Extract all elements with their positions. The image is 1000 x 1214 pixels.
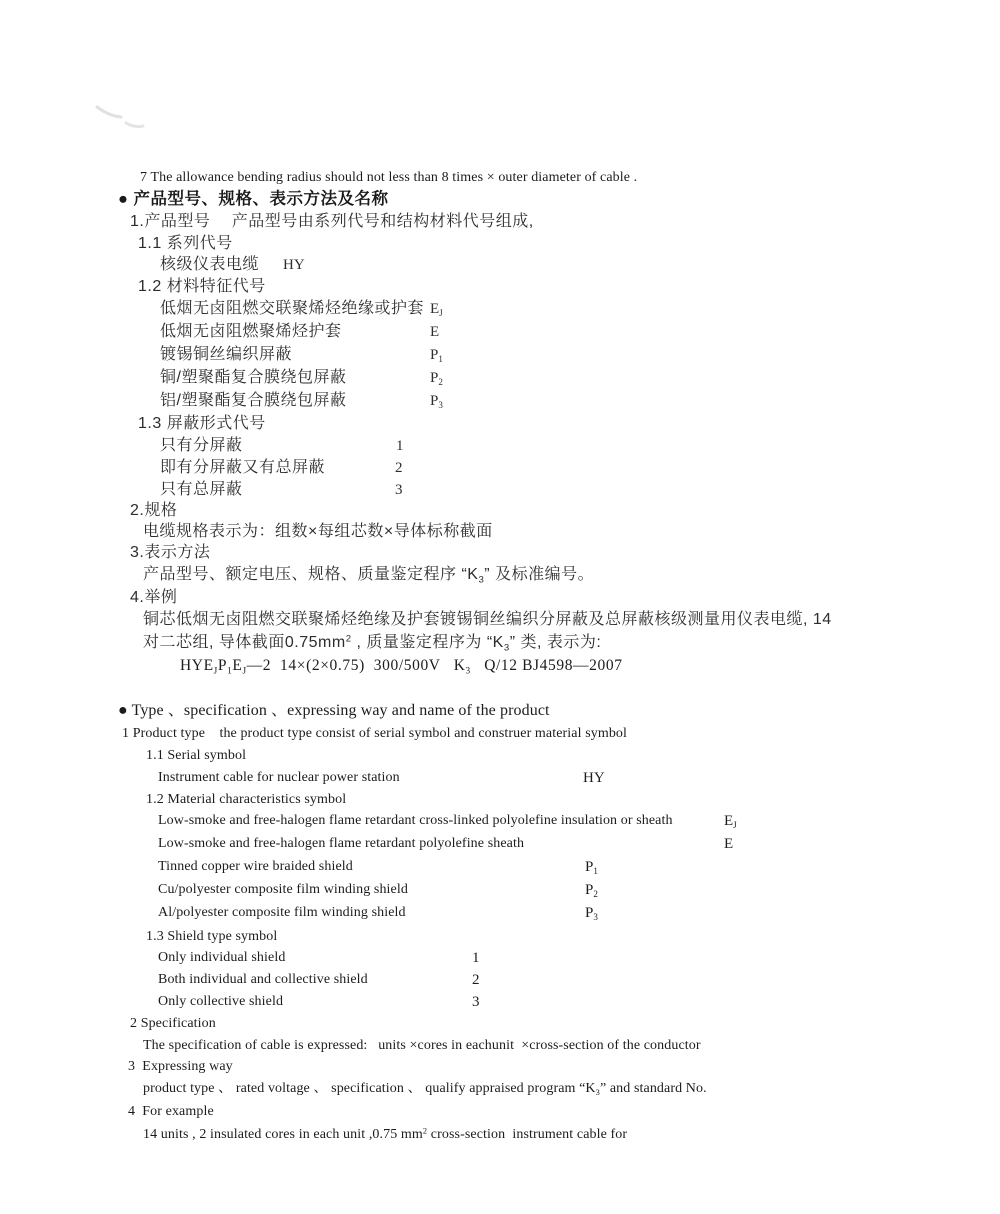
doc-line: [158, 857, 598, 877]
doc-line: [160, 368, 443, 388]
text-run: 铝/塑聚酯复合膜绕包屏蔽: [160, 392, 347, 409]
doc-line: [140, 168, 637, 188]
doc-line: [143, 633, 601, 653]
subscript: 3: [478, 574, 485, 586]
text-run: Low-smoke and free-halogen flame retardant cross-linked polyolefine insulation or sheath: [158, 813, 673, 828]
text-run: product type 、 rated voltage 、 specification 、 qualify appraised program “K: [143, 1081, 596, 1096]
doc-line: [130, 501, 177, 521]
doc-line: [143, 1125, 627, 1145]
doc-line: [128, 1057, 233, 1077]
text-run: HY: [583, 770, 605, 786]
text-run: E: [724, 836, 734, 852]
text-run: 1.1 Serial symbol: [146, 748, 247, 763]
doc-code: [430, 322, 439, 342]
doc-line: [160, 322, 440, 342]
text-run: P: [430, 370, 439, 386]
text-run: Only individual shield: [158, 950, 286, 965]
doc-code: [585, 857, 598, 877]
doc-line: [143, 522, 493, 542]
text-run: Tinned copper wire braided shield: [158, 859, 353, 874]
doc-line: [146, 927, 277, 947]
text-run: P: [585, 859, 594, 875]
text-run: 电缆规格表示为：组数×每组芯数×导体标称截面: [143, 523, 493, 540]
doc-code: [585, 880, 598, 900]
text-run: 3: [472, 994, 480, 1010]
text-run: 4.举例: [130, 589, 178, 606]
doc-line: [160, 299, 443, 319]
text-run: E: [430, 301, 440, 317]
doc-code: [430, 391, 443, 411]
bullet-icon: ●: [118, 190, 129, 208]
text-run: 3: [395, 482, 403, 498]
doc-line: [160, 436, 404, 456]
doc-line: [146, 746, 246, 766]
doc-code: [472, 948, 480, 968]
type-example-formula: [180, 656, 623, 676]
text-run: Only collective shield: [158, 994, 284, 1009]
text-run: Instrument cable for nuclear power station: [158, 770, 400, 785]
text-run: 低烟无卤阻燃聚烯烃护套: [160, 323, 342, 340]
doc-line: [122, 724, 627, 744]
doc-line: [158, 880, 598, 900]
doc-line: [143, 610, 832, 630]
subscript: 1: [227, 666, 233, 677]
doc-line: [160, 255, 305, 275]
text-run: 铜芯低烟无卤阻燃交联聚烯烃绝缘及护套镀锡铜丝编织分屏蔽及总屏蔽核级测量用仪表电缆, 14: [143, 611, 832, 628]
text-run: 1.3 Shield type symbol: [146, 929, 278, 944]
text-run: 核级仪表电缆: [160, 256, 260, 273]
doc-code: [430, 299, 443, 319]
doc-code: [283, 255, 305, 275]
text-run: 即有分屏蔽又有总屏蔽: [160, 459, 326, 476]
text-run: 1.2 材料特征代号: [138, 278, 266, 295]
text-run: E: [724, 813, 734, 829]
doc-code: [472, 992, 480, 1012]
text-run: 铜/塑聚酯复合膜绕包屏蔽: [160, 369, 347, 386]
text-run: 7 The allowance bending radius should not less than 8 times × outer diameter of cable .: [140, 170, 638, 185]
subscript: 2: [438, 377, 443, 388]
doc-line: [130, 588, 177, 608]
text-run: 3.表示方法: [130, 544, 211, 561]
doc-line: [138, 234, 233, 254]
text-run: 2: [395, 460, 403, 476]
doc-line: [146, 790, 346, 810]
doc-line: [158, 948, 480, 968]
doc-code: [396, 436, 404, 456]
subscript: J: [213, 666, 218, 677]
text-run: P: [217, 657, 228, 674]
doc-line: [143, 565, 594, 585]
text-run: 14 units , 2 insulated cores in each unit ,0.75 mm: [143, 1127, 423, 1142]
text-run: 2 Specification: [130, 1016, 216, 1031]
doc-line: [128, 1102, 214, 1122]
doc-line: [130, 212, 534, 232]
doc-code: [430, 345, 443, 365]
subscript: 3: [465, 666, 471, 677]
text-run: 1: [472, 950, 480, 966]
subscript: 3: [593, 912, 598, 923]
subscript: J: [242, 666, 247, 677]
subscript: 3: [438, 400, 443, 411]
doc-line: [158, 811, 737, 831]
text-run: —2 14×(2×0.75) 300/500V K: [246, 657, 466, 674]
text-run: P: [585, 905, 594, 921]
bullet-icon: ●: [118, 702, 128, 719]
doc-code: [430, 368, 443, 388]
subscript: 1: [438, 354, 443, 365]
doc-line: [158, 992, 480, 1012]
doc-line: [138, 414, 266, 434]
subscript: 3: [503, 642, 510, 654]
doc-line: [158, 970, 480, 990]
text-run: 1.1 系列代号: [138, 235, 233, 252]
superscript: 2: [345, 633, 352, 645]
text-run: 1: [396, 438, 404, 454]
text-run: Q/12 BJ4598—2007: [470, 657, 623, 674]
text-run: 1.2 Material characteristics symbol: [146, 792, 347, 807]
text-run: 1 Product type the product type consist of serial symbol and construer material symbol: [122, 726, 628, 741]
doc-code: [583, 768, 605, 788]
cn-section-heading: [118, 189, 389, 209]
subscript: 3: [595, 1087, 600, 1097]
text-run: cross-section instrument cable for: [427, 1127, 628, 1142]
text-run: ” and standard No.: [599, 1081, 707, 1096]
text-run: 1.产品型号 产品型号由系列代号和结构材料代号组成,: [130, 213, 534, 230]
doc-line: [160, 345, 443, 365]
text-run: Low-smoke and free-halogen flame retardant polyolefine sheath: [158, 836, 525, 851]
doc-line: [143, 1036, 701, 1056]
subscript: J: [733, 820, 737, 831]
doc-code: [395, 480, 403, 500]
doc-code: [724, 834, 733, 854]
doc-line: [160, 458, 403, 478]
superscript: 2: [422, 1126, 428, 1136]
text-run: 产品型号、额定电压、规格、质量鉴定程序 “K: [143, 566, 479, 583]
doc-line: [160, 480, 403, 500]
text-run: 只有分屏蔽: [160, 437, 243, 454]
doc-line: [138, 277, 266, 297]
text-run: HY: [283, 257, 305, 273]
text-run: E: [232, 657, 243, 674]
text-run: P: [430, 393, 439, 409]
doc-line: [160, 391, 443, 411]
text-run: HYE: [180, 657, 214, 674]
subscript: 2: [593, 889, 598, 900]
text-run: 对二芯组, 导体截面0.75mm: [143, 634, 346, 651]
doc-line: [130, 543, 210, 563]
text-run: The specification of cable is expressed: units ×cores in eachunit ×cross-section of the conductor: [143, 1038, 701, 1053]
doc-line: [158, 834, 734, 854]
text-run: Both individual and collective shield: [158, 972, 368, 987]
text-run: ” 及标准编号。: [484, 566, 595, 583]
text-run: 产品型号、规格、表示方法及名称: [128, 190, 389, 208]
doc-line: [130, 1014, 216, 1034]
doc-code: [395, 458, 403, 478]
doc-line: [143, 1079, 707, 1099]
text-run: 只有总屏蔽: [160, 481, 243, 498]
doc-line: [158, 768, 605, 788]
text-run: 4 For example: [128, 1104, 214, 1119]
text-run: ” 类, 表示为:: [509, 634, 602, 651]
text-run: 镀锡铜丝编织屏蔽: [160, 346, 293, 363]
text-run: 2.规格: [130, 502, 178, 519]
text-run: 2: [472, 972, 480, 988]
text-run: Al/polyester composite film winding shield: [158, 905, 406, 920]
text-run: E: [430, 324, 440, 340]
text-run: 3 Expressing way: [128, 1059, 233, 1074]
text-run: 低烟无卤阻燃交联聚烯烃绝缘或护套: [160, 300, 425, 317]
text-run: Type 、specification 、expressing way and name of the product: [127, 702, 550, 719]
subscript: 1: [593, 866, 598, 877]
text-run: Cu/polyester composite film winding shield: [158, 882, 408, 897]
doc-code: [724, 811, 737, 831]
text-run: 1.3 屏蔽形式代号: [138, 415, 266, 432]
subscript: J: [439, 308, 443, 319]
text-run: , 质量鉴定程序为 “K: [351, 634, 504, 651]
en-section-heading: [118, 701, 550, 721]
doc-code: [472, 970, 480, 990]
doc-code: [585, 903, 598, 923]
text-run: P: [585, 882, 594, 898]
scan-smudge-mark: [93, 100, 153, 134]
text-run: P: [430, 347, 439, 363]
doc-line: [158, 903, 598, 923]
